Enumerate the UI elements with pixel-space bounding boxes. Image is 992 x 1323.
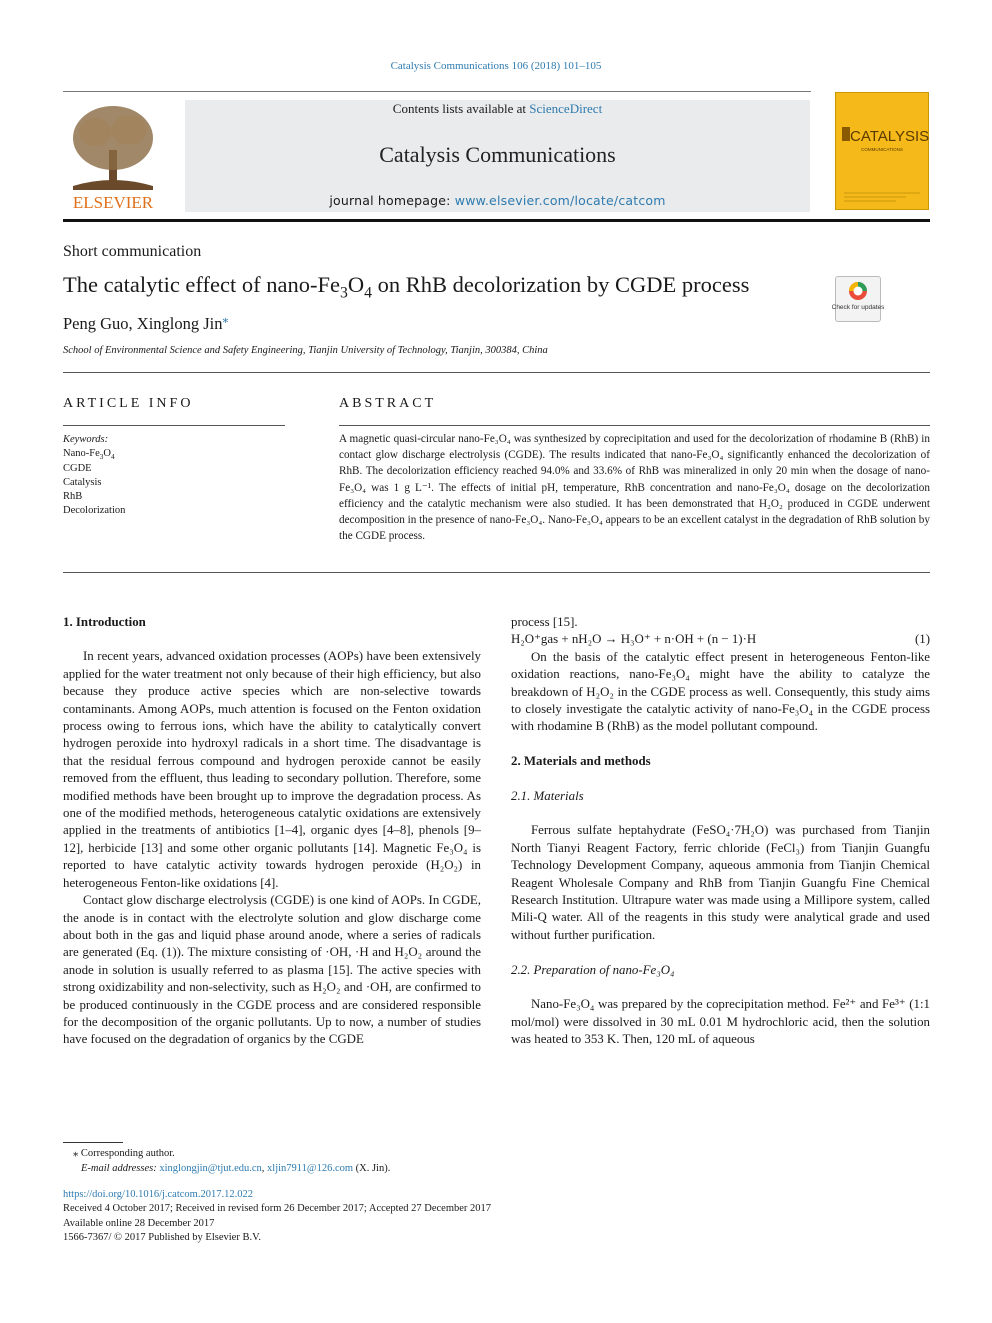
abstract-heading: ABSTRACT: [339, 396, 437, 411]
equation-1: [511, 631, 930, 648]
paragraph: On the basis of the catalytic effect present in heterogeneous Fenton-like oxidation reactions, nano-Fe₃O₄ might have the ability to catalyze the breakdown of H₂O₂ in the CGDE process as well. Consequently, this study aims to closely investigate the catalytic activity of nano-Fe₃O₄ in the CGDE process with rhodamine B (RhB) as the model pollutant compound.: [511, 649, 930, 734]
abstract-rule: [339, 425, 930, 426]
elsevier-tree-icon: [63, 100, 163, 212]
check-updates-label: Check for updates: [831, 304, 885, 311]
body-right-column: [511, 614, 930, 1049]
cover-subtitle: COMMUNICATIONS: [861, 147, 903, 152]
paragraph-continuation: process [15].: [511, 615, 578, 629]
article-info-rule: [63, 425, 285, 426]
paragraph: Nano-Fe₃O₄ was prepared by the coprecipitation method. Fe²⁺ and Fe³⁺ (1:1 mol/mol) were dissolved in 30 mL 0.01 M hydrochloric acid, then the solution was heated to 353 K. Then, 120 mL of aqueous: [511, 997, 930, 1047]
email-line: E-mail addresses: xinglongjin@tjut.edu.cn, xljin7911@126.com (X. Jin).: [81, 1163, 391, 1174]
keyword: RhB: [63, 491, 83, 503]
section-divider: [63, 372, 930, 373]
footnote-rule: [63, 1142, 123, 1143]
article-info-heading: ARTICLE INFO: [63, 396, 194, 411]
corresponding-author-link[interactable]: ⁎: [222, 313, 229, 326]
journal-citation[interactable]: Catalysis Communications 106 (2018) 101–105: [390, 60, 602, 72]
email-link-1[interactable]: xinglongjin@tjut.edu.cn: [159, 1163, 262, 1174]
contents-prefix: Contents lists available at: [392, 101, 530, 116]
header-thick-rule: [63, 219, 930, 222]
email-label: E-mail addresses:: [81, 1163, 160, 1174]
keywords-label: Keywords:: [63, 434, 109, 445]
footnotes: [63, 1146, 930, 1176]
equation-number: (1): [914, 632, 930, 647]
elsevier-logo[interactable]: [63, 100, 163, 212]
copyright: 1566-7367/ © 2017 Published by Elsevier B.V.: [63, 1231, 261, 1243]
available-online: Available online 28 December 2017: [63, 1217, 215, 1229]
introduction-heading: 1. Introduction: [63, 615, 146, 629]
journal-title[interactable]: Catalysis Communications: [379, 142, 616, 167]
preparation-heading: 2.2. Preparation of nano-Fe₃O₄: [511, 962, 675, 977]
journal-cover[interactable]: [835, 92, 929, 210]
paragraph: In recent years, advanced oxidation processes (AOPs) have been extensively applied for the water treatment not only because of their high efficiency, but also because they produce active species which are non-selective towards contaminants. Among AOPs, much attention is focused on the Fenton oxidation process owing to ferrous ions, which have the ability to catalytically convert hydrogen peroxide into hydroxyl radicals in a short time. The disadvantage is that the residual ferrous compound and hydrogen peroxide cannot be easily removed from the effluent, thus leading to secondary pollution. Therefore, some modified methods have been brought up to improve the degradation process. As one of the modified methods, heterogeneous catalytic oxidations are extensively applied in the treatments of antibiotics [1–4], organic dyes [4–8], phenols [9–12], herbicide [13] and some other organic pollutants [14]. Magnetic Fe₃O₄ is reported to have catalytic activity towards hydrogen peroxide (H₂O₂) in heterogeneous Fenton-like oxidations [4].: [63, 649, 481, 890]
keyword: Nano-$Fe_3O_4$: [63, 448, 115, 462]
abstract-text: A magnetic quasi-circular nano-Fe₃O₄ was synthesized by coprecipitation and used for the decolorization of rhodamine B (RhB) in contact glow discharge electrolysis (CGDE). The results indicated that nano-Fe₃O₄ significantly enhanced the decolorization of RhB. The decolorization efficiency reached 94.0% and 33.6% of RhB was mineralized in only 20 min when the dosage of nano-Fe₃O₄ was 1 g L⁻¹. The effects of initial pH, temperature, RhB concentration and nano-Fe₃O₄ dosage on the decolorization efficiency and the catalytic mechanism were also studied. It has been demonstrated that H₂O₂ produced in CGDE underwent decomposition in the presence of nano-Fe₃O₄. Nano-Fe₃O₄ appears to be an excellent catalyst in the degradation of RhB solution by the CGDE process.: [339, 433, 930, 543]
doi-link[interactable]: https://doi.org/10.1016/j.catcom.2017.12.022: [63, 1189, 253, 1200]
article-type: Short communication: [63, 243, 202, 260]
body-left-column: [63, 614, 481, 1049]
contents-available: [185, 101, 810, 117]
materials-heading: 2.1. Materials: [511, 788, 584, 803]
affiliation: School of Environmental Science and Safety Engineering, Tianjin University of Technology, Tianjin, 300384, China: [63, 345, 548, 356]
article-title: The catalytic effect of nano-$Fe_3O_4$ on RhB decolorization by CGDE process: [63, 272, 750, 302]
check-for-updates-button[interactable]: [831, 276, 885, 322]
sciencedirect-link[interactable]: ScienceDirect: [529, 101, 603, 116]
authors: Peng Guo, Xinglong Jin: [63, 314, 223, 333]
keywords-block: [63, 433, 283, 519]
journal-homepage: [185, 193, 810, 208]
cover-title: CATALYSIS: [850, 128, 930, 145]
equation-text: H₂O⁺gas + nH₂O → H₃O⁺ + n·OH + (n − 1)·H: [511, 632, 757, 647]
methods-heading: 2. Materials and methods: [511, 754, 651, 769]
email-link-2[interactable]: xljin7911@126.com: [267, 1163, 354, 1174]
paragraph: Contact glow discharge electrolysis (CGDE) is one kind of AOPs. In CGDE, the anode is in contact with the electrolyte solution and glow discharge come about both in the gas and liquid phase around anode, where a series of radicals are generated (Eq. (1)). The mixture consisting of ·OH, ·H and H₂O₂ around the anode in solution is usually referred to as plasma [15]. The active species with strong oxidizability and non-selectivity, such as H₂O₂ and ·OH, are confirmed to be produced continuously in the CGDE process and are considered responsible for the decomposition of the organic pollutants. Up to now, a number of studies have focused on the degradation of organics by the CGDE: [63, 893, 481, 1047]
publication-info: [63, 1188, 930, 1245]
homepage-prefix: journal homepage:: [329, 193, 455, 208]
header-divider: [63, 91, 811, 92]
section-divider: [63, 572, 930, 573]
publisher-logo-text: ELSEVIER: [72, 193, 154, 212]
keyword: Catalysis: [63, 476, 102, 488]
check-updates-icon: [831, 277, 885, 321]
received-dates: Received 4 October 2017; Received in revised form 26 December 2017; Accepted 27 December 2017: [63, 1203, 492, 1215]
corresponding-note: ⁎ Corresponding author.: [73, 1148, 175, 1159]
author-list: [63, 314, 228, 334]
paragraph: Ferrous sulfate heptahydrate (FeSO₄·7H₂O) was purchased from Tianjin North Tianyi Reagent Factory, ferric chloride (FeCl₃) from Tianjin Guangfu Technology Development Company, aqueous ammonia from Tianjin Chemical Reagent Wholesale Company and RhB from Tianjin Guangfu Fine Chemical Research Institution. Ultrapure water was made using a Millipore system, called Mili-Q water. All of the reagents in this study were analytical grade and used without further purification.: [511, 823, 930, 942]
keyword: Decolorization: [63, 505, 126, 517]
journal-cover-image: [836, 93, 928, 209]
keyword: CGDE: [63, 462, 92, 474]
homepage-link[interactable]: www.elsevier.com/locate/catcom: [454, 193, 666, 208]
